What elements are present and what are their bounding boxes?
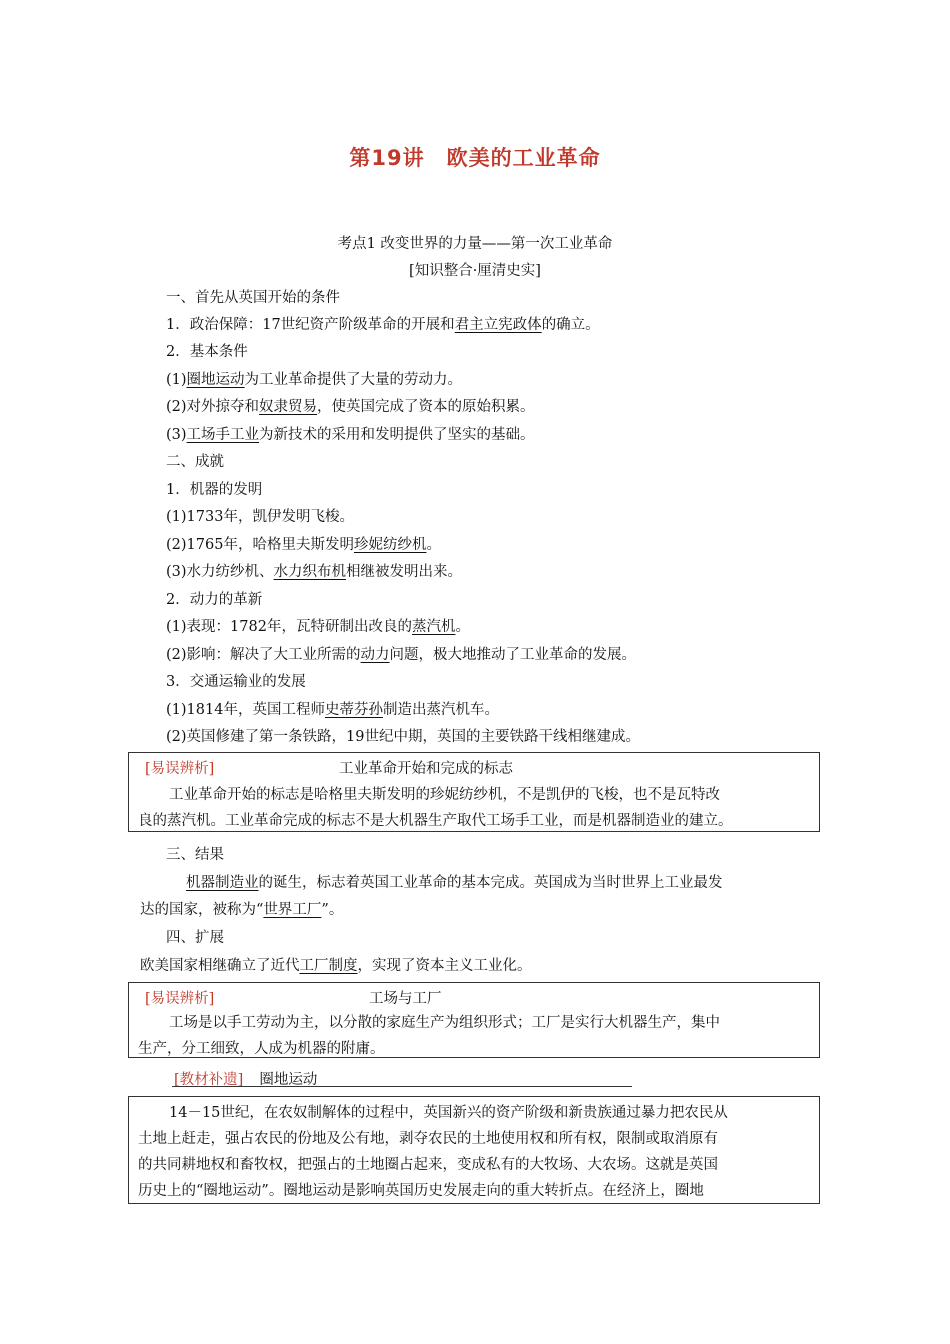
answer-blank: 珍妮纺纱机: [353, 537, 427, 553]
paragraph-line: 2．基本条件: [166, 344, 248, 360]
paragraph-line: 1．政治保障：17世纪资产阶级革命的开展和君主立宪政体的确立。: [166, 317, 600, 333]
box-text: 良的蒸汽机。工业革命完成的标志不是大机器生产取代工场手工业，而是机器制造业的建立。: [138, 813, 733, 829]
paragraph-line: (1)圈地运动为工业革命提供了大量的劳动力。: [166, 372, 463, 388]
paragraph-line: (3)工场手工业为新技术的采用和发明提供了坚实的基础。: [166, 427, 535, 443]
paragraph-line: (2)影响：解决了大工业所需的动力问题，极大地推动了工业革命的发展。: [166, 647, 637, 663]
paragraph-line: (2)英国修建了第一条铁路，19世纪中期，英国的主要铁路干线相继建成。: [166, 729, 640, 745]
box-text: 工场是以手工劳动为主，以分散的家庭生产为组织形式；工厂是实行大机器生产，集中: [169, 1015, 720, 1031]
paragraph-line: 3．交通运输业的发展: [166, 674, 306, 690]
paragraph-line: (3)水力纺纱机、水力织布机相继被发明出来。: [166, 564, 463, 580]
paragraph-line: (1)1733年，凯伊发明飞梭。: [166, 509, 354, 525]
supplement-tag: [教材补遗]: [174, 1072, 244, 1088]
supplement-heading: 圈地运动: [259, 1072, 318, 1088]
paragraph-line: 1．机器的发明: [166, 482, 263, 498]
answer-blank: 工厂制度: [299, 958, 358, 974]
paragraph-line: (1)表现：1782年，瓦特研制出改良的蒸汽机。: [166, 619, 470, 635]
misconception-box: [128, 982, 820, 1058]
heading-results: 三、结果: [166, 847, 224, 863]
paragraph-line: 2．动力的革新: [166, 592, 263, 608]
box-text: 的共同耕地权和畜牧权，把强占的土地圈占起来，变成私有的大牧场、大农场。这就是英国: [138, 1157, 718, 1173]
box-tag: [易误辨析]: [145, 761, 215, 777]
answer-blank: 蒸汽机: [411, 619, 456, 635]
answer-blank: 动力: [360, 647, 390, 663]
answer-blank: 机器制造业: [186, 875, 259, 891]
paragraph-line: (2)1765年，哈格里夫斯发明珍妮纺纱机。: [166, 537, 441, 553]
section-title: 考点1 改变世界的力量——第一次工业革命: [337, 236, 613, 252]
box-text: 历史上的“圈地运动”。圈地运动是影响英国历史发展走向的重大转折点。在经济上，圈地: [138, 1183, 704, 1199]
answer-blank: 圈地运动: [186, 372, 245, 388]
answer-blank: 工场手工业: [186, 427, 260, 443]
answer-blank: 奴隶贸易: [259, 399, 318, 415]
paragraph-line: (1)1814年，英国工程师史蒂芬孙制造出蒸汽机车。: [166, 702, 499, 718]
misconception-box: [128, 752, 820, 832]
section-subtitle: [知识整合·厘清史实]: [409, 263, 541, 279]
paragraph-line: 欧美国家相继确立了近代工厂制度，实现了资本主义工业化。: [140, 958, 532, 974]
box-heading: 工业革命开始和完成的标志: [339, 761, 513, 777]
supplement-box: [128, 1096, 820, 1204]
heading-achievements: 二、成就: [166, 454, 224, 470]
page-title: 第19讲 欧美的工业革命: [349, 146, 601, 170]
box-text: 工业革命开始的标志是哈格里夫斯发明的珍妮纺纱机，不是凯伊的飞梭，也不是瓦特改: [169, 787, 720, 803]
answer-blank: 君主立宪政体: [454, 317, 542, 333]
heading-conditions: 一、首先从英国开始的条件: [166, 290, 340, 306]
answer-blank: 史蒂芬孙: [324, 702, 383, 718]
answer-blank: 水力织布机: [273, 564, 347, 580]
box-tag: [易误辨析]: [145, 991, 215, 1007]
box-text: 生产，分工细致，人成为机器的附庸。: [138, 1041, 385, 1057]
answer-blank: 世界工厂: [263, 902, 322, 918]
box-text: 14－15世纪，在农奴制解体的过程中，英国新兴的资产阶级和新贵族通过暴力把农民从: [169, 1105, 728, 1121]
paragraph-line: 机器制造业的诞生，标志着英国工业革命的基本完成。英国成为当时世界上工业最发: [186, 875, 723, 891]
supplement-underline: [172, 1086, 632, 1087]
paragraph-line: (2)对外掠夺和奴隶贸易，使英国完成了资本的原始积累。: [166, 399, 535, 415]
heading-expansion: 四、扩展: [166, 930, 224, 946]
box-text: 土地上赶走，强占农民的份地及公有地，剥夺农民的土地使用权和所有权，限制或取消原有: [138, 1131, 718, 1147]
box-heading: 工场与工厂: [369, 991, 442, 1007]
paragraph-line: 达的国家，被称为“世界工厂”。: [140, 902, 344, 918]
